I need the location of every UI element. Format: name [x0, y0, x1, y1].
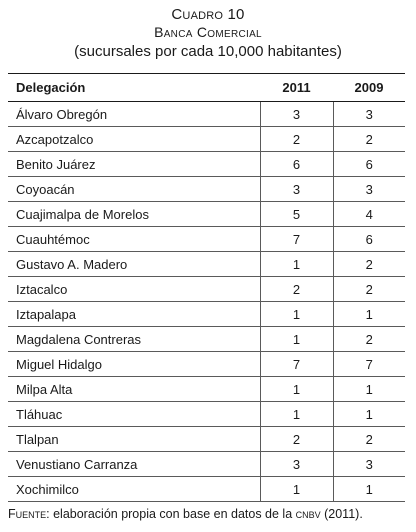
column-header-2009: 2009 [333, 74, 405, 102]
caption-units: (sucursales por cada 10,000 habitantes) [74, 43, 342, 60]
cell-2009: 2 [333, 277, 405, 302]
table-row [8, 377, 405, 402]
table-row [8, 352, 405, 377]
cell-2011: 1 [260, 402, 333, 427]
table-row [8, 277, 405, 302]
cell-delegacion: Venustiano Carranza [8, 452, 260, 477]
cell-2009: 1 [333, 402, 405, 427]
branches-table [8, 73, 405, 502]
cell-2009: 4 [333, 202, 405, 227]
cell-delegacion: Iztapalapa [8, 302, 260, 327]
table-row [8, 177, 405, 202]
table-header-row [8, 74, 405, 102]
table-row [8, 102, 405, 127]
cell-2011: 1 [260, 327, 333, 352]
cell-2011: 1 [260, 477, 333, 502]
cell-2009: 6 [333, 227, 405, 252]
cell-2009: 3 [333, 102, 405, 127]
cell-delegacion: Azcapotzalco [8, 127, 260, 152]
cell-delegacion: Coyoacán [8, 177, 260, 202]
cell-2011: 1 [260, 377, 333, 402]
table-row [8, 227, 405, 252]
cell-2011: 2 [260, 277, 333, 302]
cell-delegacion: Milpa Alta [8, 377, 260, 402]
table-row [8, 302, 405, 327]
table-row [8, 327, 405, 352]
cell-2009: 2 [333, 327, 405, 352]
cell-delegacion: Gustavo A. Madero [8, 252, 260, 277]
cell-2009: 1 [333, 302, 405, 327]
cell-delegacion: Magdalena Contreras [8, 327, 260, 352]
cell-2009: 1 [333, 377, 405, 402]
table-row [8, 202, 405, 227]
table-row [8, 127, 405, 152]
cell-delegacion: Álvaro Obregón [8, 102, 260, 127]
cell-delegacion: Tláhuac [8, 402, 260, 427]
cell-2011: 5 [260, 202, 333, 227]
cell-2009: 1 [333, 477, 405, 502]
cell-2011: 6 [260, 152, 333, 177]
cell-delegacion: Xochimilco [8, 477, 260, 502]
cell-2009: 2 [333, 252, 405, 277]
cell-delegacion: Benito Juárez [8, 152, 260, 177]
cell-2011: 7 [260, 352, 333, 377]
cell-2009: 2 [333, 127, 405, 152]
cell-delegacion: Iztacalco [8, 277, 260, 302]
cell-2009: 3 [333, 177, 405, 202]
cell-2011: 3 [260, 102, 333, 127]
table-body [8, 102, 405, 502]
column-header-delegacion: Delegación [8, 74, 260, 102]
table-row [8, 252, 405, 277]
source-acronym: cnbv [295, 507, 321, 521]
cell-2011: 2 [260, 127, 333, 152]
cell-delegacion: Cuajimalpa de Morelos [8, 202, 260, 227]
caption-title: Banca Comercial [154, 24, 262, 40]
source-label: Fuente [8, 507, 47, 521]
cell-2011: 3 [260, 452, 333, 477]
cell-2011: 3 [260, 177, 333, 202]
cell-2009: 6 [333, 152, 405, 177]
table-row [8, 427, 405, 452]
cell-delegacion: Tlalpan [8, 427, 260, 452]
cell-2009: 2 [333, 427, 405, 452]
cell-delegacion: Cuauhtémoc [8, 227, 260, 252]
table-row [8, 452, 405, 477]
cell-2011: 7 [260, 227, 333, 252]
cell-2009: 7 [333, 352, 405, 377]
source-text-after: (2011). [320, 507, 363, 521]
cell-2009: 3 [333, 452, 405, 477]
source-note [8, 506, 363, 522]
cell-2011: 2 [260, 427, 333, 452]
caption-number: Cuadro 10 [171, 6, 245, 23]
table-caption [0, 0, 416, 62]
column-header-2011: 2011 [260, 74, 333, 102]
cell-2011: 1 [260, 302, 333, 327]
table-row [8, 402, 405, 427]
cell-2011: 1 [260, 252, 333, 277]
source-text-before: : elaboración propia con base en datos de la [46, 507, 296, 521]
cell-delegacion: Miguel Hidalgo [8, 352, 260, 377]
table-row [8, 477, 405, 502]
table-row [8, 152, 405, 177]
